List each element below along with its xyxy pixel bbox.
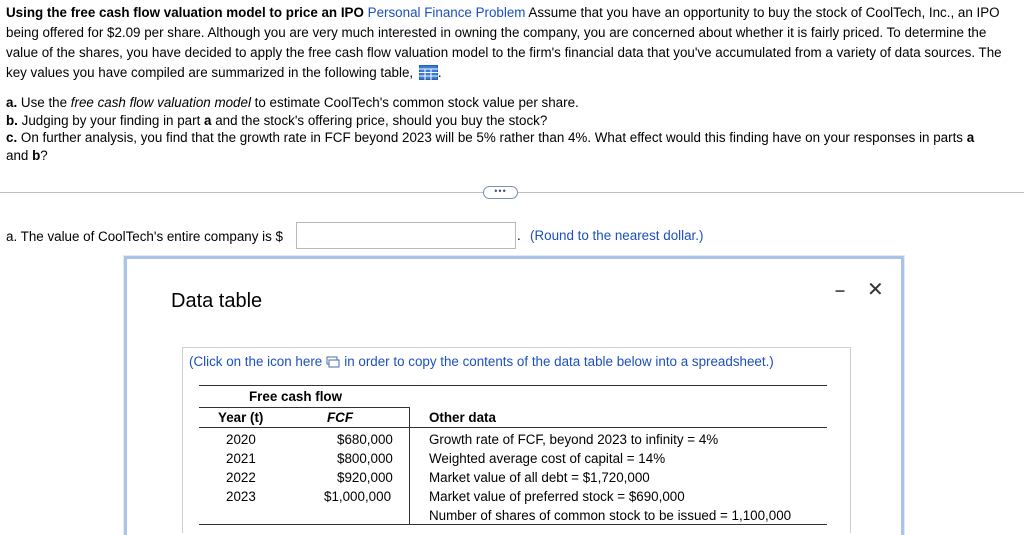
problem-statement: Using the free cash flow valuation model to price an IPO Personal Finance Problem Assume that you have an opportunity to buy the stock of CoolTech, Inc., an IPO being offered for $2.09 per share. Although you are very much interested in owning the company, you are concerned about whether it is fairly priced. To determine the value of the shares, you have decided to apply the free cash flow valuation model to the firm's financial data that you've accumulated from a variety of data sources. The key values you have compiled are summarized in the following table, . xyxy=(6,5,1002,80)
year-cell: 2021 xyxy=(226,451,256,466)
question-parts xyxy=(6,94,1018,164)
copy-to-spreadsheet-icon[interactable] xyxy=(326,356,340,368)
fcf-cell: $680,000 xyxy=(337,432,393,447)
other-data-item: Market value of all debt = $1,720,000 xyxy=(429,470,650,485)
part-a: a. Use the free cash flow valuation model to estimate CoolTech's common stock value per share. xyxy=(6,95,579,110)
other-data-item: Number of shares of common stock to be issued = 1,100,000 xyxy=(429,508,792,523)
fcf-cell: $920,000 xyxy=(337,470,393,485)
problem-title: Using the free cash flow valuation model to price an IPO xyxy=(6,5,364,20)
dialog-title: Data table xyxy=(171,290,263,312)
expand-more-button[interactable]: ••• xyxy=(483,186,518,199)
other-data-item: Market value of preferred stock = $690,000 xyxy=(429,489,685,504)
problem-category: Personal Finance Problem xyxy=(367,5,526,20)
col-header-year: Year (t) xyxy=(218,410,264,425)
problem-body: Assume that you have an opportunity to buy the stock of CoolTech, Inc., an IPO being offered for $2.09 per share. Although you are very much interested in owning the company, you are concerned about whether it is fairly priced. To determine the value of the shares, you have decided to apply the free cash flow valuation model to the firm's financial data that you've accumulated from a variety of data sources. The key values you have compiled are summarized in the following table, xyxy=(6,5,1002,80)
table-grid-icon[interactable] xyxy=(419,65,438,80)
year-cell: 2022 xyxy=(226,470,256,485)
col-header-fcf: FCF xyxy=(327,410,354,425)
close-button[interactable]: ✕ xyxy=(867,279,884,301)
fcf-group-header: Free cash flow xyxy=(249,389,343,404)
fcf-cell: $800,000 xyxy=(337,451,393,466)
answer-prompt: a. The value of CoolTech's entire company is $ xyxy=(6,229,283,244)
minimize-button[interactable]: – xyxy=(835,280,846,300)
other-data-item: Weighted average cost of capital = 14% xyxy=(429,451,666,466)
part-c: c. On further analysis, you find that the growth rate in FCF beyond 2023 will be 5% rather than 4%. What effect would this finding have on your responses in parts a and b? xyxy=(6,130,975,163)
rounding-hint: (Round to the nearest dollar.) xyxy=(530,228,704,243)
year-cell: 2023 xyxy=(226,489,256,504)
company-value-input[interactable] xyxy=(296,222,516,249)
year-cell: 2020 xyxy=(226,432,256,447)
col-header-other: Other data xyxy=(429,410,496,425)
part-b: b. Judging by your finding in part a and the stock's offering price, should you buy the stock? xyxy=(6,112,548,128)
data-table-panel xyxy=(182,347,851,533)
answer-dot: . xyxy=(517,228,521,243)
copy-note: (Click on the icon here in order to copy the contents of the data table below into a spreadsheet.) xyxy=(189,354,774,369)
data-table-dialog xyxy=(124,256,904,535)
other-data-item: Growth rate of FCF, beyond 2023 to infinity = 4% xyxy=(429,432,719,447)
fcf-cell: $1,000,000 xyxy=(324,489,392,504)
